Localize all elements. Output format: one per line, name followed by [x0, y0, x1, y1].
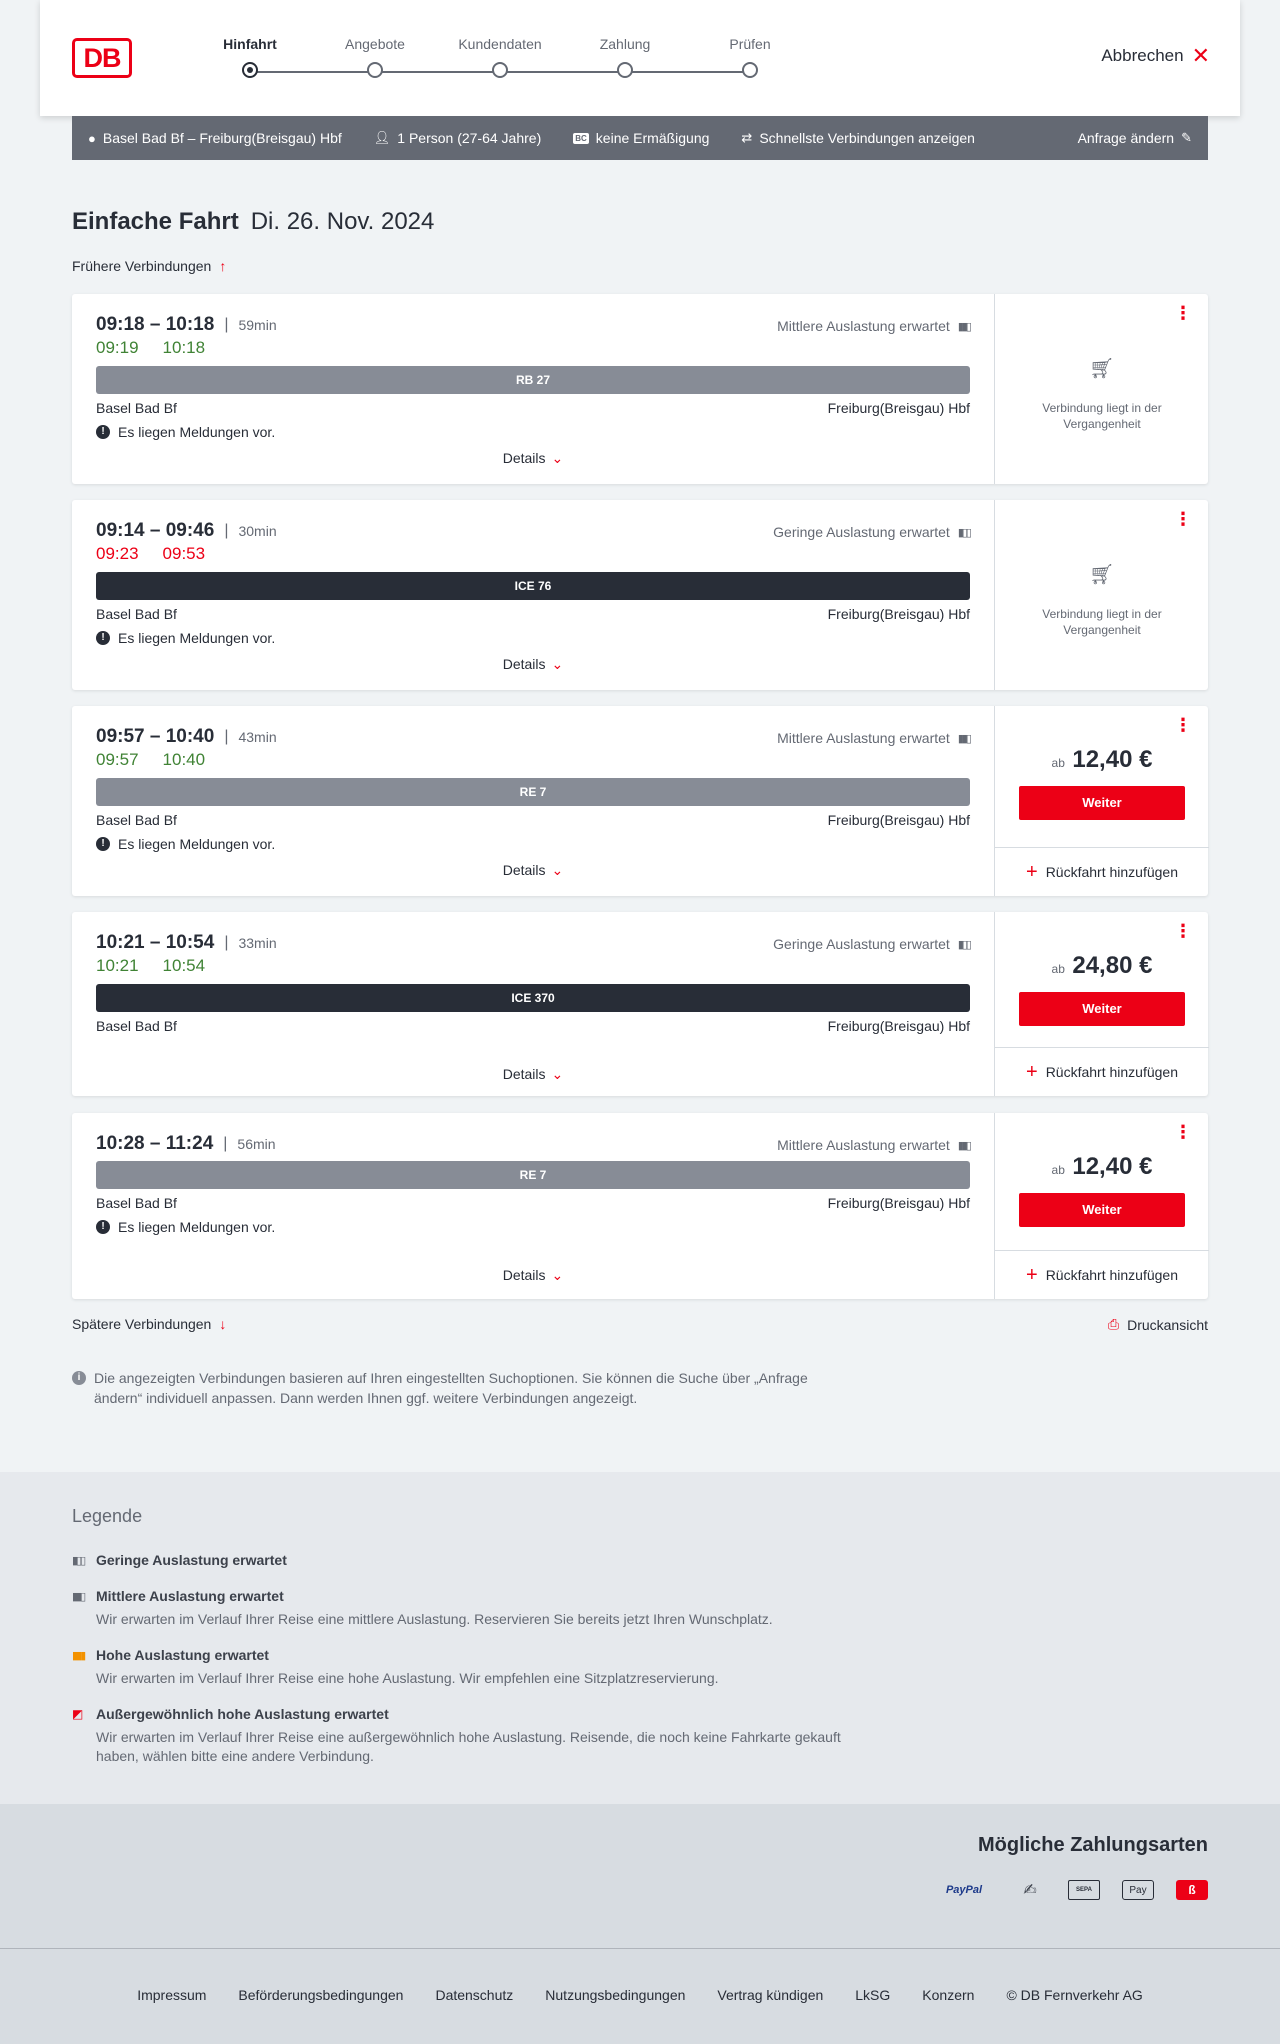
message-notice [96, 1219, 275, 1235]
occupancy-medium-icon: ▮▮▯ [957, 732, 970, 745]
connection-card [72, 706, 1208, 896]
chevron-down-icon: ⌄ [551, 1267, 564, 1283]
trip-type: Einfache Fahrt [72, 208, 239, 235]
realtime-times [96, 750, 205, 770]
occupancy-extreme-icon: ◩ [72, 1707, 84, 1721]
footer-link-lksg[interactable]: LkSG [855, 1987, 891, 2003]
continue-button[interactable]: Weiter [1019, 992, 1185, 1026]
legend-label: Geringe Auslastung erwartet [96, 1552, 287, 1568]
earlier-label: Frühere Verbindungen [72, 258, 212, 274]
occupancy-medium-icon: ▮▮▯ [72, 1590, 85, 1603]
paypal-label: PayPal [945, 1884, 983, 1896]
query-route [88, 130, 342, 146]
cart-unavailable-icon: 🛒︎ [1089, 358, 1115, 380]
travellers-text: 1 Person (27-64 Jahre) [397, 130, 542, 146]
add-return-trip-button[interactable] [995, 847, 1209, 896]
earlier-connections-link[interactable] [72, 258, 226, 274]
step-label: Prüfen [729, 36, 771, 52]
train-bar[interactable]: RB 27 [96, 366, 970, 394]
offer-panel [994, 706, 1208, 896]
occupancy-indicator [773, 936, 970, 952]
planned-times [96, 520, 277, 542]
message-notice [96, 424, 275, 440]
chevron-down-icon: ⌄ [551, 450, 564, 466]
step-dot [367, 62, 383, 78]
continue-button[interactable]: Weiter [1019, 786, 1185, 820]
details-toggle[interactable] [96, 1267, 970, 1284]
details-label: Details [502, 1066, 546, 1082]
printer-icon: ⎙ [1107, 1316, 1120, 1332]
legend [0, 1472, 1280, 1804]
occupancy-text: Mittlere Auslastung erwartet [777, 318, 950, 334]
realtime-arrival: 10:54 [162, 956, 206, 975]
occupancy-text: Geringe Auslastung erwartet [773, 936, 950, 952]
step-label: Angebote [345, 36, 405, 52]
duration: 33min [238, 935, 277, 951]
chevron-down-icon: ⌄ [551, 862, 564, 878]
info-text: Die angezeigten Verbindungen basieren auf Ihren eingestellten Suchoptionen. Sie können die Suche über „Anfrage ändern“ individuell anpassen. Dann werden Ihnen ggf. weitere Verbindungen angezeigt. [94, 1370, 808, 1406]
train-bar[interactable]: ICE 76 [96, 572, 970, 600]
connection-card [72, 912, 1208, 1096]
route-text: Basel Bad Bf – Freiburg(Breisgau) Hbf [102, 130, 342, 146]
swap-arrows-icon: ⇄ [741, 130, 753, 145]
occupancy-text: Mittlere Auslastung erwartet [777, 730, 950, 746]
close-icon: ✕ [1191, 43, 1210, 68]
cancel-label: Abbrechen [1101, 46, 1184, 65]
origin-station: Basel Bad Bf [96, 1195, 177, 1211]
more-options-icon[interactable]: ⋮ [1174, 921, 1192, 941]
connection-card [72, 1113, 1208, 1299]
origin-station: Basel Bad Bf [96, 812, 177, 828]
footer [0, 1948, 1280, 2044]
discount-text: keine Ermäßigung [595, 130, 710, 146]
legend-item-head [72, 1647, 852, 1663]
price [995, 1153, 1209, 1181]
destination-station: Freiburg(Breisgau) Hbf [827, 812, 970, 828]
connection-card [72, 500, 1208, 690]
chevron-down-icon: ⌄ [551, 1066, 564, 1082]
planned-time-range: 09:14 – 09:46 [96, 520, 215, 541]
warning-icon: ! [96, 631, 110, 645]
payment-methods [0, 1804, 1280, 1948]
step-dot [617, 62, 633, 78]
realtime-arrival: 10:40 [162, 750, 206, 769]
details-label: Details [502, 656, 546, 672]
planned-time-range: 09:57 – 10:40 [96, 726, 215, 747]
step-pruefen [700, 34, 800, 54]
legend-item [72, 1706, 852, 1766]
price [995, 952, 1209, 980]
realtime-times [96, 956, 205, 976]
realtime-arrival: 10:18 [162, 338, 206, 357]
separator: | [223, 1135, 228, 1152]
message-text: Es liegen Meldungen vor. [118, 1219, 276, 1235]
planned-times [96, 932, 277, 954]
step-label: Kundendaten [458, 36, 542, 52]
destination-station: Freiburg(Breisgau) Hbf [827, 606, 970, 622]
cart-unavailable-icon: 🛒︎ [1089, 564, 1115, 586]
payment-icons [936, 1880, 1208, 1900]
occupancy-indicator [777, 1137, 970, 1153]
more-options-icon[interactable]: ⋮ [1174, 509, 1192, 529]
more-options-icon[interactable]: ⋮ [1174, 303, 1192, 323]
change-query-label: Anfrage ändern [1077, 130, 1175, 146]
plus-icon: + [1026, 860, 1038, 883]
message-text: Es liegen Meldungen vor. [118, 424, 276, 440]
planned-times [96, 1133, 276, 1155]
origin-station: Basel Bad Bf [96, 400, 177, 416]
connection-info [96, 294, 970, 484]
separator: | [224, 728, 229, 745]
footer-link-nutzungsbedingungen[interactable]: Nutzungsbedingungen [545, 1987, 686, 2003]
realtime-departure: 09:19 [96, 338, 139, 357]
step-label: Zahlung [599, 36, 651, 52]
step-angebote [325, 34, 425, 54]
arrow-up-icon: ↑ [219, 258, 227, 274]
offer-panel [994, 1113, 1208, 1299]
db-bonus-icon: ß [1176, 1880, 1208, 1900]
details-toggle[interactable] [96, 1066, 970, 1083]
step-dot [242, 62, 258, 78]
connection-info [96, 500, 970, 690]
realtime-times [96, 544, 205, 564]
details-toggle[interactable] [96, 450, 970, 467]
message-notice [96, 630, 275, 646]
bahncard-icon: BC [575, 133, 587, 143]
price-prefix: ab [1051, 962, 1065, 976]
offer-panel [994, 294, 1208, 484]
legend-item-head [72, 1706, 852, 1722]
step-dot [742, 62, 758, 78]
details-toggle[interactable] [96, 656, 970, 673]
change-query-button[interactable] [1078, 130, 1192, 146]
planned-times [96, 314, 277, 336]
apple-pay-icon [1122, 1880, 1154, 1900]
train-bar[interactable]: RE 7 [96, 1161, 970, 1189]
stations [96, 400, 970, 416]
destination-station: Freiburg(Breisgau) Hbf [827, 1195, 970, 1211]
step-label: Hinfahrt [223, 36, 277, 52]
occupancy-text: Geringe Auslastung erwartet [773, 524, 950, 540]
paypal-icon [936, 1880, 992, 1900]
occupancy-low-icon: ▮▯▯ [72, 1554, 85, 1567]
footer-link-datenschutz[interactable]: Datenschutz [435, 1987, 514, 2003]
occupancy-low-icon: ▮▯▯ [957, 938, 970, 951]
price-amount: 12,40 € [1072, 1153, 1153, 1180]
later-label: Spätere Verbindungen [72, 1316, 212, 1332]
legend-item-head [72, 1552, 852, 1568]
realtime-departure: 09:23 [96, 544, 139, 563]
connection-info [96, 1113, 970, 1299]
query-discount [573, 130, 709, 146]
stations [96, 812, 970, 828]
realtime-departure: 09:57 [96, 750, 139, 769]
duration: 30min [238, 523, 277, 539]
legend-label: Hohe Auslastung erwartet [96, 1647, 269, 1663]
separator: | [224, 934, 229, 951]
stations [96, 606, 970, 622]
sepa-label: SEPA [1076, 1887, 1092, 1893]
footer-link-vertrag-kuendigen[interactable]: Vertrag kündigen [717, 1987, 824, 2003]
duration: 59min [238, 317, 277, 333]
page-title [72, 208, 434, 236]
connection-card [72, 294, 1208, 484]
continue-button[interactable]: Weiter [1019, 1193, 1185, 1227]
legend-item [72, 1552, 852, 1568]
legend-item [72, 1647, 852, 1688]
price-amount: 24,80 € [1072, 952, 1153, 979]
db-logo[interactable]: DB [72, 38, 132, 78]
occupancy-indicator [773, 524, 970, 540]
legend-description: Wir erwarten im Verlauf Ihrer Reise eine mittlere Auslastung. Reservieren Sie bereits jetzt Ihren Wunschplatz. [96, 1611, 773, 1627]
legend-item-head [72, 1588, 852, 1604]
legend-label: Außergewöhnlich hohe Auslastung erwartet [96, 1706, 389, 1722]
details-label: Details [502, 450, 546, 466]
price [995, 746, 1209, 774]
warning-icon: ! [96, 1220, 110, 1234]
planned-time-range: 10:21 – 10:54 [96, 932, 215, 953]
info-icon: i [72, 1371, 86, 1385]
planned-time-range: 10:28 – 11:24 [96, 1133, 214, 1154]
duration: 56min [237, 1136, 276, 1152]
details-label: Details [502, 862, 546, 878]
add-return-trip-button[interactable] [995, 1250, 1209, 1299]
legend-item [72, 1588, 852, 1629]
return-label: Rückfahrt hinzufügen [1045, 864, 1178, 880]
occupancy-indicator [777, 318, 970, 334]
query-fastest [741, 130, 975, 146]
occupancy-medium-icon: ▮▮▯ [957, 320, 970, 333]
realtime-times [96, 338, 205, 358]
arrow-down-icon: ↓ [219, 1316, 227, 1332]
stations [96, 1195, 970, 1211]
search-info-note [72, 1368, 852, 1408]
step-zahlung [575, 34, 675, 54]
message-text: Es liegen Meldungen vor. [118, 836, 276, 852]
past-connection-text: Verbindung liegt in der Vergangenheit [1042, 401, 1162, 431]
query-summary-bar [72, 116, 1208, 160]
sepa-icon [1068, 1880, 1100, 1900]
destination-station: Freiburg(Breisgau) Hbf [827, 400, 970, 416]
train-bar[interactable]: RE 7 [96, 778, 970, 806]
person-icon: 👤︎ [373, 130, 391, 145]
more-options-icon[interactable]: ⋮ [1174, 1122, 1192, 1142]
origin-station: Basel Bad Bf [96, 606, 177, 622]
plus-icon: + [1026, 1060, 1038, 1083]
add-return-trip-button[interactable] [995, 1047, 1209, 1096]
fastest-text: Schnellste Verbindungen anzeigen [759, 130, 975, 146]
more-options-icon[interactable]: ⋮ [1174, 715, 1192, 735]
train-bar[interactable]: ICE 370 [96, 984, 970, 1012]
offer-panel [994, 912, 1208, 1096]
separator: | [224, 316, 229, 333]
occupancy-indicator [777, 730, 970, 746]
footer-link-impressum[interactable]: Impressum [137, 1987, 207, 2003]
direct-debit-icon: ✍ [1023, 1882, 1037, 1899]
planned-time-range: 09:18 – 10:18 [96, 314, 215, 335]
step-hinfahrt [200, 34, 300, 54]
payment-title: Mögliche Zahlungsarten [977, 1834, 1208, 1856]
connection-info [96, 912, 970, 1096]
footer-link-konzern[interactable]: Konzern [922, 1987, 975, 2003]
occupancy-medium-icon: ▮▮▯ [957, 1139, 970, 1152]
booking-stepper [180, 34, 800, 84]
origin-station: Basel Bad Bf [96, 1018, 177, 1034]
occupancy-high-icon: ▮▮▮ [72, 1649, 85, 1662]
return-label: Rückfahrt hinzufügen [1045, 1267, 1178, 1283]
location-pin-icon: ● [88, 130, 96, 146]
trip-date: Di. 26. Nov. 2024 [250, 208, 435, 235]
query-travellers [374, 130, 541, 146]
offer-panel [994, 500, 1208, 690]
legend-description: Wir erwarten im Verlauf Ihrer Reise eine außergewöhnlich hohe Auslastung. Reisende, die noch keine Fahrkarte gekauft haben, wählen bitte eine andere Verbindung. [96, 1729, 841, 1764]
connection-info [96, 706, 970, 896]
later-connections-link[interactable] [72, 1316, 226, 1332]
apple-pay-label: Pay [1129, 1884, 1147, 1896]
pencil-icon: ✎ [1181, 130, 1192, 145]
footer-link-befoerderungsbedingungen[interactable]: Beförderungsbedingungen [238, 1987, 404, 2003]
details-label: Details [502, 1267, 546, 1283]
print-view-link[interactable] [1108, 1316, 1208, 1333]
realtime-departure: 10:21 [96, 956, 139, 975]
message-notice [96, 836, 275, 852]
past-connection-text: Verbindung liegt in der Vergangenheit [1042, 607, 1162, 637]
details-toggle[interactable] [96, 862, 970, 879]
print-label: Druckansicht [1127, 1316, 1208, 1333]
chevron-down-icon: ⌄ [551, 656, 564, 672]
footer-copyright: © DB Fernverkehr AG [1006, 1987, 1143, 2003]
plus-icon: + [1026, 1263, 1038, 1286]
legend-description: Wir erwarten im Verlauf Ihrer Reise eine hohe Auslastung. Wir empfehlen eine Sitzplatzreservierung. [96, 1670, 719, 1686]
price-amount: 12,40 € [1072, 746, 1153, 773]
destination-station: Freiburg(Breisgau) Hbf [827, 1018, 970, 1034]
step-kundendaten [450, 34, 550, 54]
warning-icon: ! [96, 837, 110, 851]
price-prefix: ab [1051, 1163, 1065, 1177]
duration: 43min [238, 729, 277, 745]
price-prefix: ab [1051, 756, 1065, 770]
separator: | [224, 522, 229, 539]
planned-times [96, 726, 277, 748]
realtime-arrival: 09:53 [162, 544, 206, 563]
message-text: Es liegen Meldungen vor. [118, 630, 276, 646]
stations [96, 1018, 970, 1034]
legend-title: Legende [72, 1506, 143, 1526]
step-dot [492, 62, 508, 78]
legend-label: Mittlere Auslastung erwartet [96, 1588, 284, 1604]
occupancy-low-icon: ▮▯▯ [957, 526, 970, 539]
header [40, 0, 1240, 116]
cancel-button[interactable] [1101, 43, 1210, 68]
occupancy-text: Mittlere Auslastung erwartet [777, 1137, 950, 1153]
warning-icon: ! [96, 425, 110, 439]
return-label: Rückfahrt hinzufügen [1045, 1064, 1178, 1080]
